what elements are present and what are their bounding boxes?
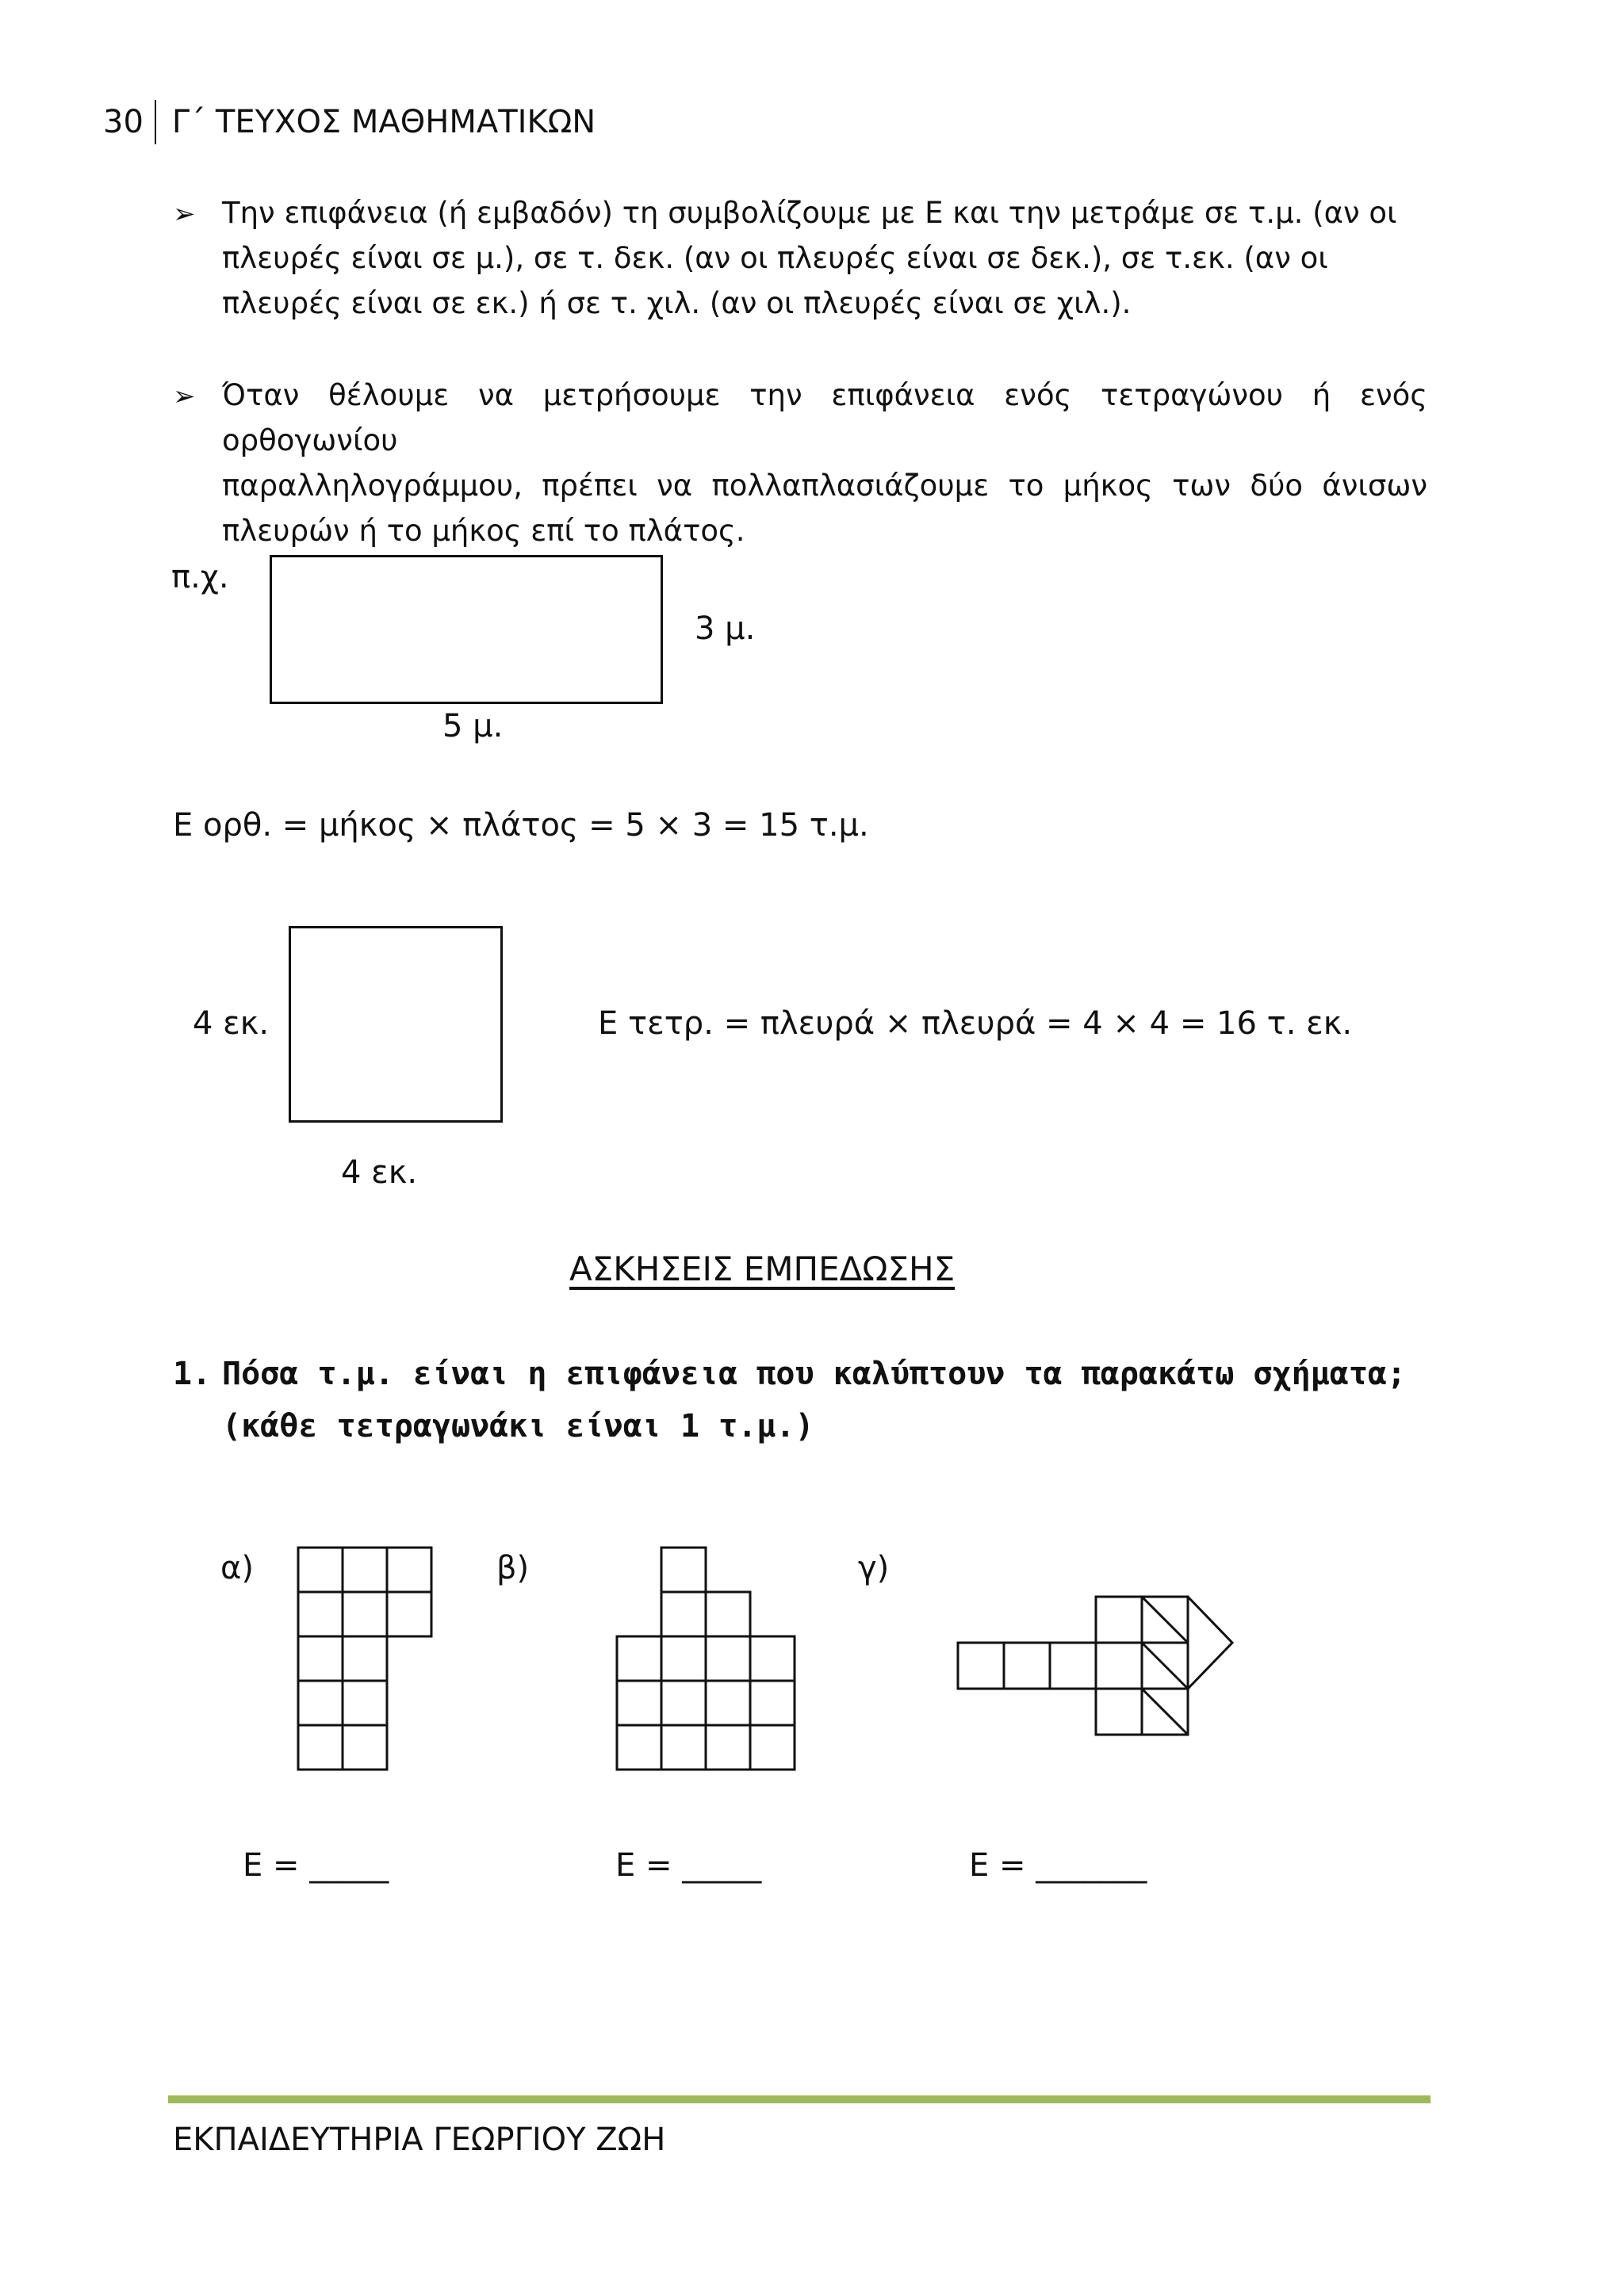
shape-b-label: β) <box>496 1550 530 1586</box>
page-number: 30 <box>103 104 144 140</box>
shape-a-grid <box>297 1546 439 1784</box>
bullet-area-units <box>173 190 1427 326</box>
header-divider <box>155 100 156 144</box>
document-title: Γ΄ ΤΕΥΧΟΣ ΜΑΘΗΜΑΤΙΚΩΝ <box>171 104 596 140</box>
square-bottom-label: 4 εκ. <box>341 1154 418 1191</box>
example-square <box>289 926 503 1123</box>
shape-a-answer: Ε = _____ <box>243 1847 389 1884</box>
question-1 <box>173 1348 1406 1452</box>
example-label: π.χ. <box>171 559 229 595</box>
shape-b-grid <box>614 1546 804 1784</box>
footer-divider <box>168 2095 1431 2103</box>
bullet-line: Όταν θέλουμε να μετρήσουμε την επιφάνεια ενός τετραγώνου ή ενός ορθογωνίου <box>222 378 1427 457</box>
rectangle-width-label: 5 μ. <box>442 708 504 744</box>
bullet-line: πλευρών ή το μήκος επί το πλάτος. <box>222 514 745 548</box>
question-note: (κάθε τετραγωνάκι είναι 1 τ.μ.) <box>222 1408 814 1445</box>
footer-text: ΕΚΠΑΙΔΕΥΤΗΡΙΑ ΓΕΩΡΓΙΟΥ ΖΩΗ <box>173 2122 666 2158</box>
rectangle-height-label: 3 μ. <box>695 610 756 647</box>
question-text: Πόσα τ.μ. είναι η επιφάνεια που καλύπτουν τα παρακάτω σχήματα; <box>222 1356 1407 1392</box>
bullet-line: πλευρές είναι σε μ.), σε τ. δεκ. (αν οι πλευρές είναι σε δεκ.), σε τ.εκ. (αν οι <box>222 241 1328 275</box>
shape-b-answer: Ε = _____ <box>615 1847 762 1884</box>
shape-c-label: γ) <box>858 1550 890 1586</box>
shape-a-label: α) <box>220 1550 254 1586</box>
shape-c-answer: Ε = _______ <box>969 1847 1147 1884</box>
example-rectangle <box>270 555 663 704</box>
page-header <box>103 100 596 144</box>
bullet-line: Την επιφάνεια (ή εμβαδόν) τη συμβολίζουμε με Ε και την μετράμε σε τ.μ. (αν οι <box>222 196 1397 230</box>
square-side-label: 4 εκ. <box>193 1005 270 1042</box>
exercises-heading: ΑΣΚΗΣΕΙΣ ΕΜΠΕΔΩΣΗΣ <box>569 1249 956 1288</box>
bullet-line: πλευρές είναι σε εκ.) ή σε τ. χιλ. (αν οι πλευρές είναι σε χιλ.). <box>222 286 1132 320</box>
rectangle-area-formula: Ε ορθ. = μήκος × πλάτος = 5 × 3 = 15 τ.μ. <box>173 807 869 844</box>
square-area-formula: Ε τετρ. = πλευρά × πλευρά = 4 × 4 = 16 τ. εκ. <box>598 1005 1353 1042</box>
arrow-bullet-icon: ➢ <box>173 198 196 230</box>
bullet-area-rule <box>173 373 1427 553</box>
shape-c-grid <box>955 1586 1248 1744</box>
arrow-bullet-icon: ➢ <box>173 381 196 412</box>
bullet-line: παραλληλογράμμου, πρέπει να πολλαπλασιάζουμε το μήκος των δύο άνισων <box>222 469 1427 503</box>
question-number: 1. <box>173 1356 212 1392</box>
